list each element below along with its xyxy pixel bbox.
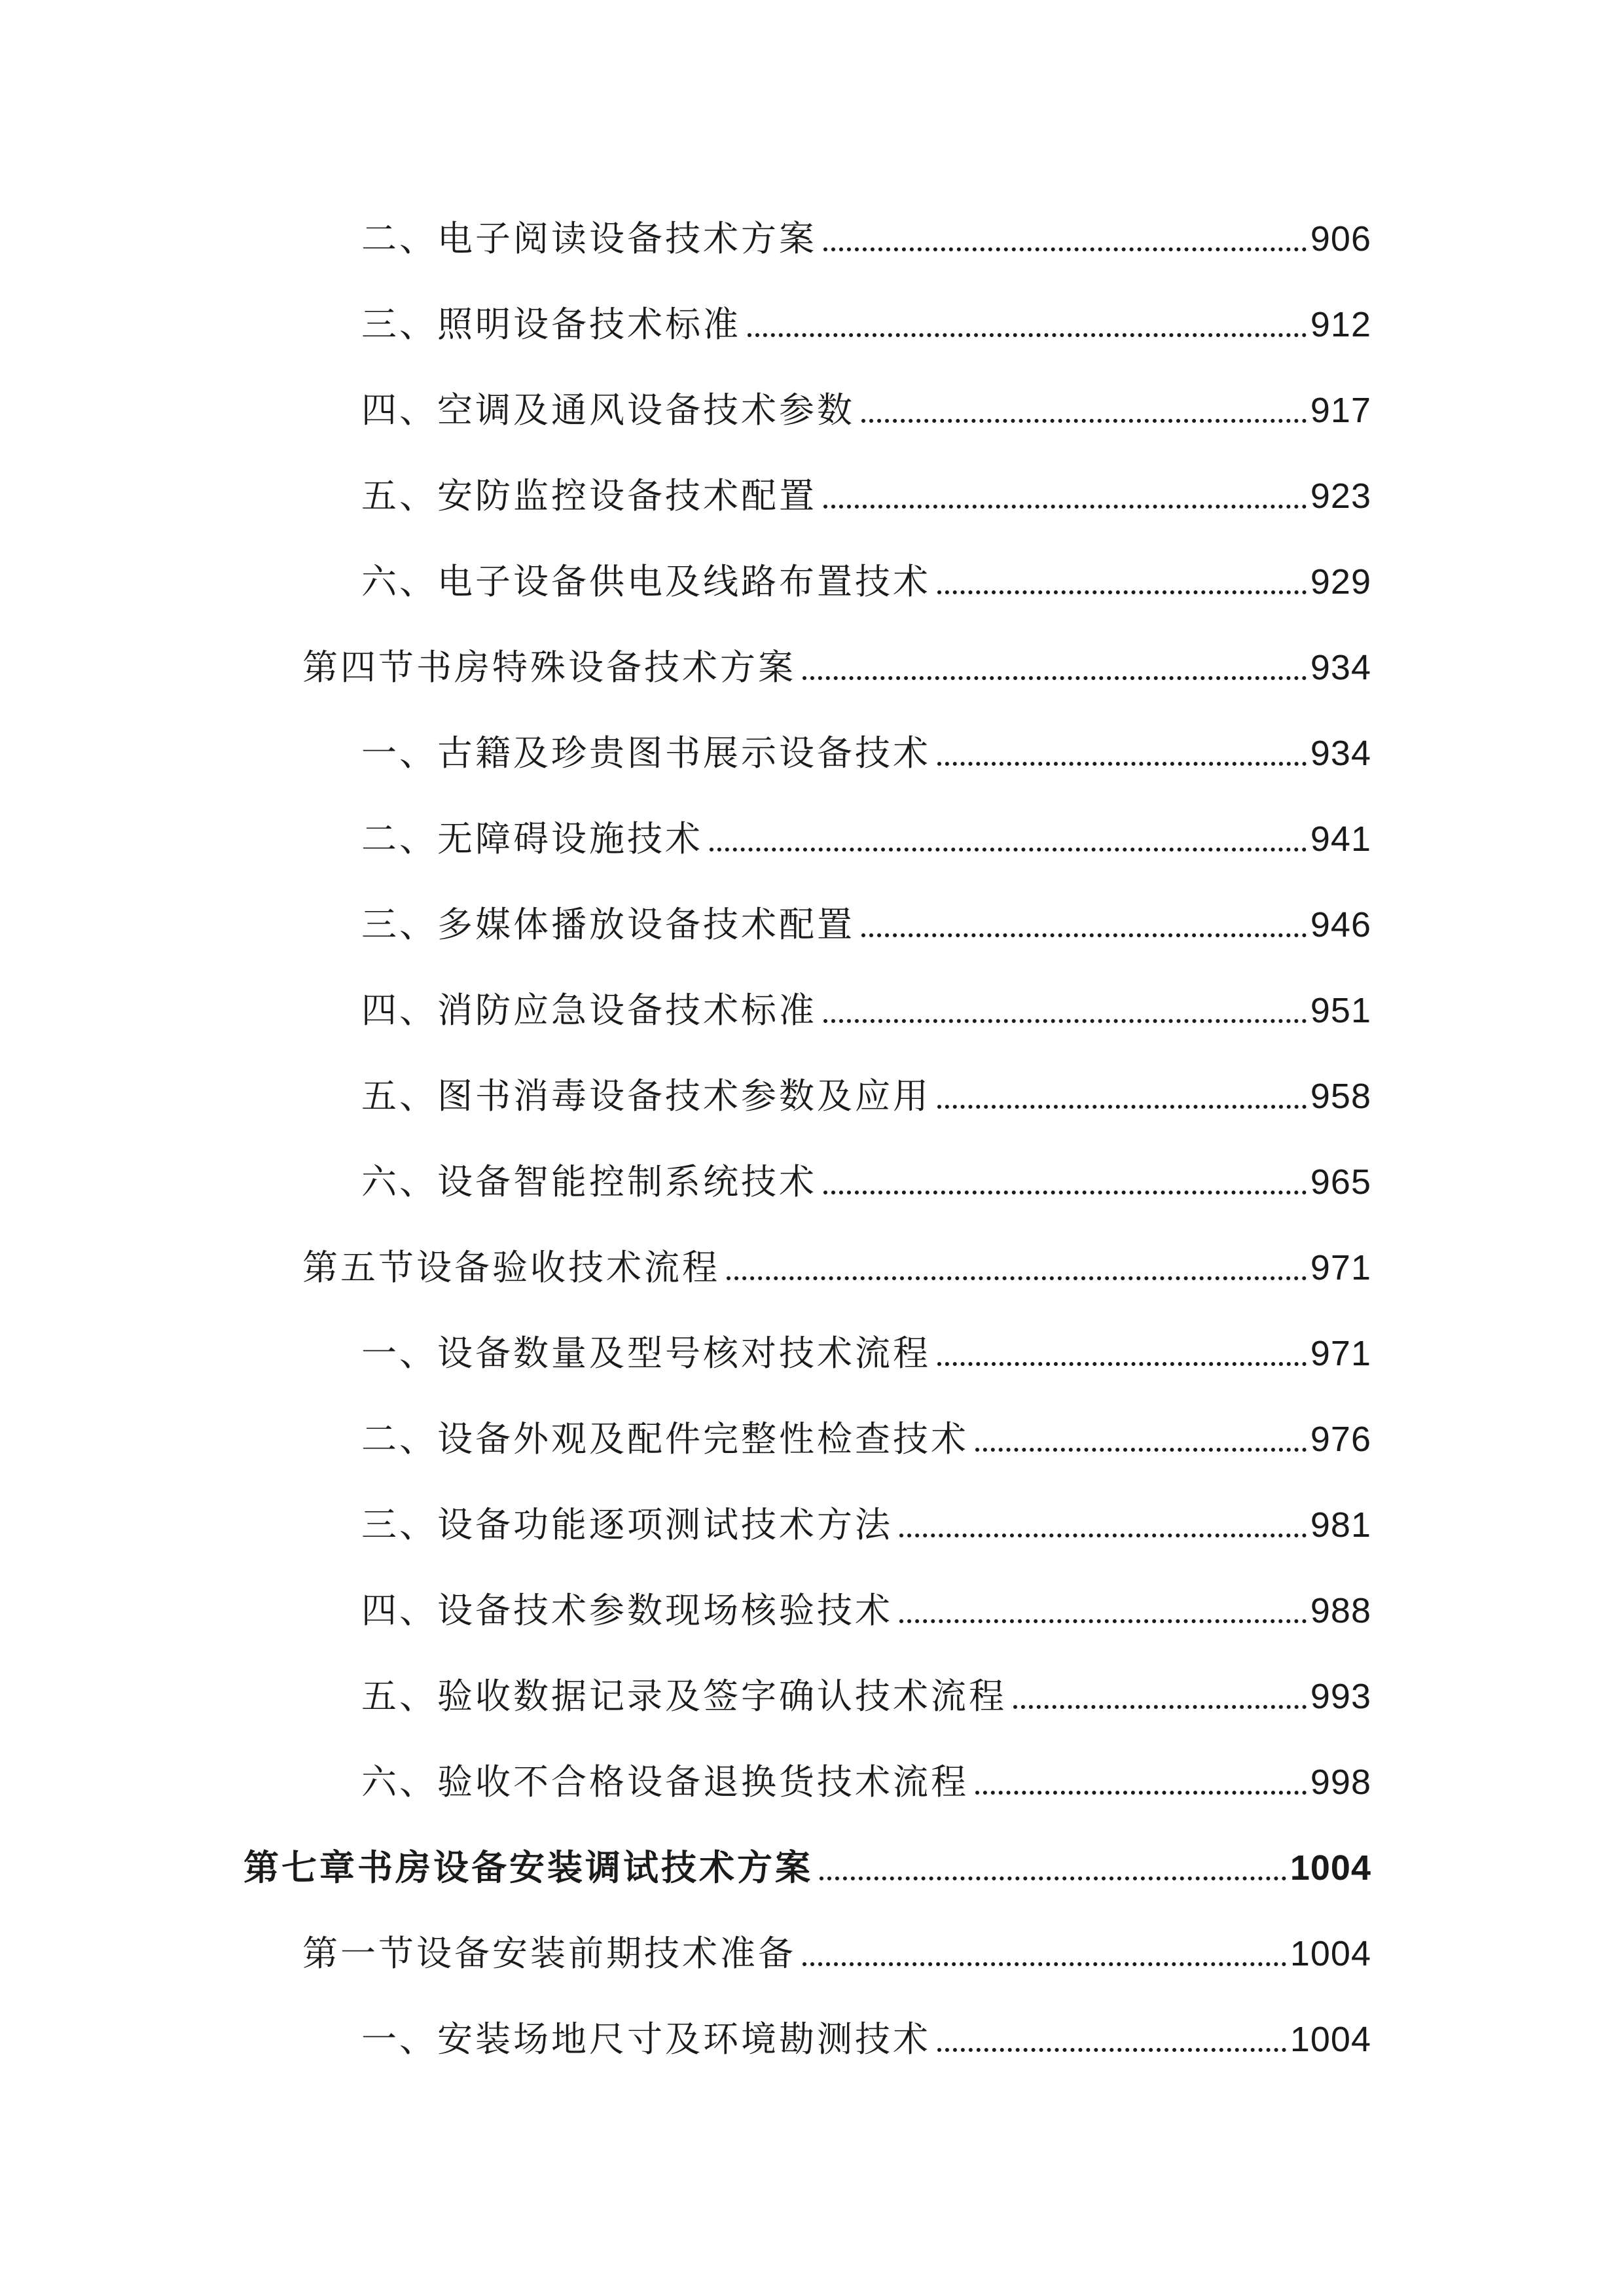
toc-entry[interactable] bbox=[361, 978, 1371, 1043]
toc-dot-leader bbox=[823, 505, 1307, 509]
toc-entry-page: 976 bbox=[1310, 1420, 1371, 1459]
toc-entry-page: 906 bbox=[1310, 219, 1371, 259]
toc-dot-leader bbox=[861, 419, 1307, 423]
toc-entry-title: 第七章书房设备安装调试技术方案 bbox=[244, 1847, 813, 1888]
toc-entry[interactable] bbox=[361, 721, 1371, 786]
toc-entry-title: 六、验收不合格设备退换货技术流程 bbox=[361, 1761, 969, 1803]
toc-entry-title: 一、古籍及珍贵图书展示设备技术 bbox=[361, 732, 931, 774]
toc-entry-title: 第四节书房特殊设备技术方案 bbox=[302, 647, 796, 688]
toc-entry-chapter[interactable] bbox=[244, 1835, 1371, 1901]
toc-entry-title: 二、无障碍设施技术 bbox=[361, 818, 703, 859]
toc-entry-title: 三、照明设备技术标准 bbox=[361, 304, 741, 345]
toc-entry-page: 934 bbox=[1310, 648, 1371, 687]
toc-entry-title: 三、多媒体播放设备技术配置 bbox=[361, 904, 855, 945]
toc-dot-leader bbox=[975, 1448, 1307, 1452]
toc-entry-title: 五、安防监控设备技术配置 bbox=[361, 475, 817, 516]
toc-entry-title: 二、设备外观及配件完整性检查技术 bbox=[361, 1418, 969, 1460]
toc-dot-leader bbox=[937, 590, 1307, 594]
toc-dot-leader bbox=[823, 1191, 1307, 1194]
toc-dot-leader bbox=[937, 1105, 1307, 1109]
toc-entry[interactable] bbox=[361, 1749, 1371, 1815]
toc-entry-page: 993 bbox=[1310, 1677, 1371, 1716]
toc-dot-leader bbox=[823, 1019, 1307, 1023]
toc-entry-page: 988 bbox=[1310, 1591, 1371, 1630]
toc-dot-leader bbox=[803, 1962, 1286, 1966]
toc-entry-page: 923 bbox=[1310, 476, 1371, 516]
toc-entry-page: 934 bbox=[1310, 734, 1371, 773]
toc-dot-leader bbox=[1013, 1705, 1307, 1709]
toc-entry-title: 第一节设备安装前期技术准备 bbox=[302, 1933, 796, 1974]
toc-dot-leader bbox=[937, 1362, 1307, 1366]
toc-entry-page: 1004 bbox=[1290, 1848, 1371, 1888]
toc-entry-title: 一、设备数量及型号核对技术流程 bbox=[361, 1333, 931, 1374]
toc-dot-leader bbox=[727, 1276, 1307, 1280]
toc-entry-title: 三、设备功能逐项测试技术方法 bbox=[361, 1504, 893, 1545]
toc-entry[interactable] bbox=[302, 1235, 1371, 1300]
toc-entry[interactable] bbox=[361, 292, 1371, 357]
toc-entry-page: 965 bbox=[1310, 1162, 1371, 1202]
toc-dot-leader bbox=[937, 762, 1307, 766]
toc-entry-page: 981 bbox=[1310, 1505, 1371, 1545]
toc-entry-page: 929 bbox=[1310, 562, 1371, 601]
toc-entry-title: 五、图书消毒设备技术参数及应用 bbox=[361, 1075, 931, 1117]
toc-dot-leader bbox=[823, 247, 1307, 251]
toc-entry[interactable] bbox=[302, 1921, 1371, 1986]
toc-entry[interactable] bbox=[361, 1578, 1371, 1643]
toc-entry-title: 四、空调及通风设备技术参数 bbox=[361, 389, 855, 431]
toc-dot-leader bbox=[899, 1619, 1307, 1623]
toc-entry-page: 912 bbox=[1310, 305, 1371, 344]
toc-entry[interactable] bbox=[361, 463, 1371, 529]
toc-entry-page: 917 bbox=[1310, 391, 1371, 430]
toc-dot-leader bbox=[820, 1876, 1286, 1880]
toc-entry-title: 第五节设备验收技术流程 bbox=[302, 1247, 720, 1288]
toc-entry-title: 四、消防应急设备技术标准 bbox=[361, 990, 817, 1031]
toc-entry-page: 1004 bbox=[1290, 1934, 1371, 1973]
toc-dot-leader bbox=[861, 933, 1307, 937]
toc-entry-page: 998 bbox=[1310, 1763, 1371, 1802]
toc-dot-leader bbox=[937, 2048, 1286, 2052]
toc-entry-title: 四、设备技术参数现场核验技术 bbox=[361, 1590, 893, 1631]
toc-entry[interactable] bbox=[361, 1064, 1371, 1129]
toc-entry[interactable] bbox=[361, 1407, 1371, 1472]
toc-entry[interactable] bbox=[361, 2007, 1371, 2072]
toc-dot-leader bbox=[975, 1791, 1307, 1795]
toc-entry[interactable] bbox=[361, 892, 1371, 958]
toc-entry-title: 六、设备智能控制系统技术 bbox=[361, 1161, 817, 1202]
toc-entry[interactable] bbox=[302, 635, 1371, 700]
toc-dot-leader bbox=[899, 1534, 1307, 1537]
toc-entry-page: 951 bbox=[1310, 991, 1371, 1030]
toc-entry[interactable] bbox=[361, 1492, 1371, 1558]
toc-entry[interactable] bbox=[361, 1149, 1371, 1215]
toc-entry-title: 一、安装场地尺寸及环境勘测技术 bbox=[361, 2018, 931, 2060]
toc-entry[interactable] bbox=[361, 549, 1371, 615]
toc-dot-leader bbox=[748, 333, 1307, 337]
toc-entry-title: 六、电子设备供电及线路布置技术 bbox=[361, 561, 931, 602]
toc-entry[interactable] bbox=[361, 378, 1371, 443]
toc-entry[interactable] bbox=[361, 806, 1371, 872]
toc-dot-leader bbox=[803, 676, 1307, 680]
toc-entry[interactable] bbox=[361, 1321, 1371, 1386]
toc-entry[interactable] bbox=[361, 1664, 1371, 1729]
toc-entry-page: 971 bbox=[1310, 1334, 1371, 1373]
toc-entry-page: 1004 bbox=[1290, 2020, 1371, 2059]
toc-entry-title: 五、验收数据记录及签字确认技术流程 bbox=[361, 1676, 1007, 1717]
toc-entry-title: 二、电子阅读设备技术方案 bbox=[361, 218, 817, 259]
toc-entry[interactable] bbox=[361, 206, 1371, 272]
toc-entry-page: 946 bbox=[1310, 905, 1371, 944]
toc-entry-page: 971 bbox=[1310, 1248, 1371, 1287]
toc-entry-page: 958 bbox=[1310, 1077, 1371, 1116]
toc-dot-leader bbox=[710, 848, 1307, 852]
toc-entry-page: 941 bbox=[1310, 819, 1371, 859]
